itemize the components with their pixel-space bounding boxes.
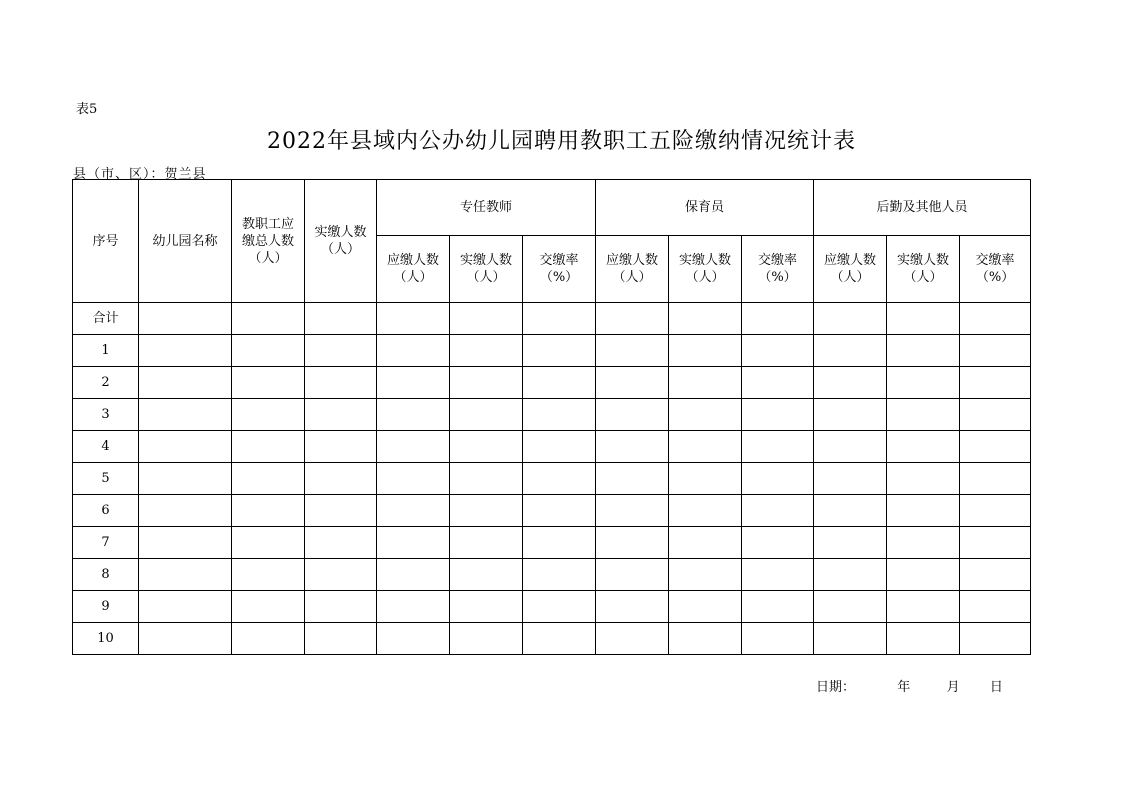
data-cell <box>742 495 814 527</box>
subheader-due-label: 应缴人数 <box>824 253 877 268</box>
data-cell <box>450 591 523 623</box>
table-row <box>73 303 1031 335</box>
data-cell <box>523 591 596 623</box>
data-cell <box>596 367 669 399</box>
table-row <box>73 367 1031 399</box>
data-cell <box>742 463 814 495</box>
header-staff-total <box>232 180 305 303</box>
data-cell <box>377 303 450 335</box>
data-cell <box>377 623 450 655</box>
data-cell <box>596 303 669 335</box>
row-seq-cell: 7 <box>73 527 139 559</box>
group-header-childcare-workers: 保育员 <box>596 180 814 236</box>
subheader-rate-label: 交缴率 <box>975 253 1015 268</box>
data-cell <box>232 335 305 367</box>
subheader-rate-unit: （%） <box>975 270 1015 285</box>
subheader-paid-unit: （人） <box>466 270 506 285</box>
data-cell <box>887 399 960 431</box>
data-cell <box>596 623 669 655</box>
data-cell <box>814 303 887 335</box>
data-cell <box>139 559 232 591</box>
header-paid-count-label: 实缴人数 <box>314 225 367 240</box>
data-cell <box>887 303 960 335</box>
table-row <box>73 559 1031 591</box>
subheader-due-label: 应缴人数 <box>386 253 439 268</box>
subheader-due-unit: （人） <box>612 270 652 285</box>
header-paid-count <box>305 180 377 303</box>
data-cell <box>669 559 742 591</box>
data-cell <box>377 399 450 431</box>
data-cell <box>742 367 814 399</box>
data-cell <box>305 527 377 559</box>
data-cell <box>450 335 523 367</box>
row-seq-cell: 10 <box>73 623 139 655</box>
header-kindergarten-name: 幼儿园名称 <box>139 180 232 303</box>
subheader-paid-unit: （人） <box>685 270 725 285</box>
row-seq-cell: 9 <box>73 591 139 623</box>
data-cell <box>450 431 523 463</box>
data-cell <box>596 559 669 591</box>
data-cell <box>960 495 1031 527</box>
data-cell <box>139 527 232 559</box>
data-cell <box>887 495 960 527</box>
table-row <box>73 399 1031 431</box>
date-line <box>816 676 1003 695</box>
data-cell <box>669 527 742 559</box>
data-cell <box>814 623 887 655</box>
data-cell <box>232 463 305 495</box>
data-cell <box>377 527 450 559</box>
data-cell <box>814 367 887 399</box>
data-cell <box>814 527 887 559</box>
subheader-rate-unit: （%） <box>539 270 579 285</box>
date-label: 日期： <box>816 680 856 695</box>
table-row <box>73 495 1031 527</box>
data-cell <box>305 367 377 399</box>
date-year: 年 <box>897 680 911 695</box>
data-cell <box>450 399 523 431</box>
data-cell <box>596 335 669 367</box>
row-seq-cell: 合计 <box>73 303 139 335</box>
subheader-paid <box>887 236 960 303</box>
county-label: 县（市、区）：贺兰县 <box>73 167 207 182</box>
data-cell <box>232 495 305 527</box>
data-cell <box>669 463 742 495</box>
subheader-rate <box>960 236 1031 303</box>
data-cell <box>596 495 669 527</box>
data-cell <box>232 527 305 559</box>
data-cell <box>523 399 596 431</box>
row-seq-cell: 6 <box>73 495 139 527</box>
data-cell <box>669 367 742 399</box>
table-body <box>73 303 1031 655</box>
data-cell <box>232 559 305 591</box>
data-cell <box>305 463 377 495</box>
data-cell <box>305 431 377 463</box>
subheader-due <box>596 236 669 303</box>
data-cell <box>596 527 669 559</box>
data-cell <box>305 303 377 335</box>
data-cell <box>523 527 596 559</box>
subheader-due-unit: （人） <box>393 270 433 285</box>
data-cell <box>305 623 377 655</box>
data-cell <box>139 495 232 527</box>
data-cell <box>669 495 742 527</box>
row-seq-cell: 1 <box>73 335 139 367</box>
subheader-paid-label: 实缴人数 <box>459 253 512 268</box>
data-cell <box>960 463 1031 495</box>
data-cell <box>596 463 669 495</box>
data-cell <box>960 623 1031 655</box>
data-cell <box>377 431 450 463</box>
data-cell <box>960 335 1031 367</box>
header-paid-count-unit: （人） <box>320 242 360 257</box>
subheader-due-label: 应缴人数 <box>605 253 658 268</box>
table-row <box>73 527 1031 559</box>
header-staff-total-unit: （人） <box>248 250 288 266</box>
data-cell <box>139 399 232 431</box>
data-cell <box>523 335 596 367</box>
data-cell <box>232 399 305 431</box>
row-seq-cell: 2 <box>73 367 139 399</box>
data-cell <box>887 591 960 623</box>
data-cell <box>305 559 377 591</box>
data-cell <box>523 623 596 655</box>
table-row <box>73 623 1031 655</box>
data-cell <box>139 431 232 463</box>
data-cell <box>742 623 814 655</box>
data-cell <box>742 527 814 559</box>
data-cell <box>887 559 960 591</box>
data-cell <box>669 431 742 463</box>
subheader-paid-label: 实缴人数 <box>897 253 950 268</box>
group-header-logistics-staff: 后勤及其他人员 <box>814 180 1031 236</box>
data-cell <box>814 335 887 367</box>
data-cell <box>742 335 814 367</box>
data-cell <box>960 527 1031 559</box>
data-cell <box>960 303 1031 335</box>
subheader-due-unit: （人） <box>830 270 870 285</box>
date-day: 日 <box>989 680 1003 695</box>
data-cell <box>960 399 1031 431</box>
row-seq-cell: 3 <box>73 399 139 431</box>
header-staff-total-line2: 缴总人数 <box>241 233 294 249</box>
data-cell <box>232 623 305 655</box>
data-cell <box>596 591 669 623</box>
subheader-paid <box>669 236 742 303</box>
data-cell <box>523 495 596 527</box>
data-cell <box>742 399 814 431</box>
data-cell <box>450 367 523 399</box>
data-cell <box>523 367 596 399</box>
data-cell <box>669 399 742 431</box>
data-cell <box>960 591 1031 623</box>
data-cell <box>139 335 232 367</box>
data-cell <box>139 623 232 655</box>
data-cell <box>139 591 232 623</box>
subheader-rate-unit: （%） <box>758 270 797 285</box>
subheader-rate <box>523 236 596 303</box>
data-cell <box>450 559 523 591</box>
data-cell <box>305 495 377 527</box>
data-cell <box>232 367 305 399</box>
data-cell <box>305 591 377 623</box>
data-cell <box>742 303 814 335</box>
group-header-full-time-teachers: 专任教师 <box>377 180 596 236</box>
data-cell <box>742 431 814 463</box>
data-cell <box>232 431 305 463</box>
data-cell <box>523 559 596 591</box>
data-cell <box>232 591 305 623</box>
data-cell <box>887 527 960 559</box>
statistics-table <box>72 179 1031 655</box>
data-cell <box>377 591 450 623</box>
data-cell <box>139 463 232 495</box>
data-cell <box>450 623 523 655</box>
data-cell <box>523 431 596 463</box>
data-cell <box>669 303 742 335</box>
data-cell <box>814 431 887 463</box>
data-cell <box>742 591 814 623</box>
data-cell <box>305 335 377 367</box>
data-cell <box>814 559 887 591</box>
data-cell <box>305 399 377 431</box>
data-cell <box>742 559 814 591</box>
data-cell <box>377 559 450 591</box>
data-cell <box>960 559 1031 591</box>
subheader-due <box>814 236 887 303</box>
data-cell <box>139 367 232 399</box>
data-cell <box>887 463 960 495</box>
subheader-paid <box>450 236 523 303</box>
data-cell <box>523 463 596 495</box>
page-title: 2022年县域内公办幼儿园聘用教职工五险缴纳情况统计表 <box>267 129 856 154</box>
table-row <box>73 335 1031 367</box>
subheader-due <box>377 236 450 303</box>
data-cell <box>960 431 1031 463</box>
data-cell <box>139 303 232 335</box>
row-seq-cell: 8 <box>73 559 139 591</box>
data-cell <box>669 335 742 367</box>
subheader-rate-label: 交缴率 <box>539 253 579 268</box>
data-cell <box>450 495 523 527</box>
table-row <box>73 463 1031 495</box>
data-cell <box>814 463 887 495</box>
data-cell <box>596 431 669 463</box>
data-cell <box>887 431 960 463</box>
row-seq-cell: 5 <box>73 463 139 495</box>
data-cell <box>523 303 596 335</box>
data-cell <box>887 367 960 399</box>
data-cell <box>669 623 742 655</box>
data-cell <box>814 399 887 431</box>
data-cell <box>887 623 960 655</box>
subheader-paid-label: 实缴人数 <box>678 253 731 268</box>
data-cell <box>887 335 960 367</box>
row-seq-cell: 4 <box>73 431 139 463</box>
table-row <box>73 431 1031 463</box>
subheader-rate-label: 交缴率 <box>758 253 798 268</box>
data-cell <box>232 303 305 335</box>
subheader-paid-unit: （人） <box>903 270 943 285</box>
subheader-rate <box>742 236 814 303</box>
header-seq: 序号 <box>73 180 139 303</box>
header-staff-total-line1: 教职工应 <box>241 216 294 232</box>
date-month: 月 <box>946 680 960 695</box>
table-number: 表5 <box>76 102 98 117</box>
data-cell <box>450 527 523 559</box>
data-cell <box>596 399 669 431</box>
data-cell <box>814 495 887 527</box>
data-cell <box>669 591 742 623</box>
data-cell <box>377 367 450 399</box>
data-cell <box>814 591 887 623</box>
data-cell <box>377 463 450 495</box>
data-cell <box>377 495 450 527</box>
data-cell <box>450 463 523 495</box>
data-cell <box>960 367 1031 399</box>
data-cell <box>450 303 523 335</box>
data-cell <box>377 335 450 367</box>
table-row <box>73 591 1031 623</box>
